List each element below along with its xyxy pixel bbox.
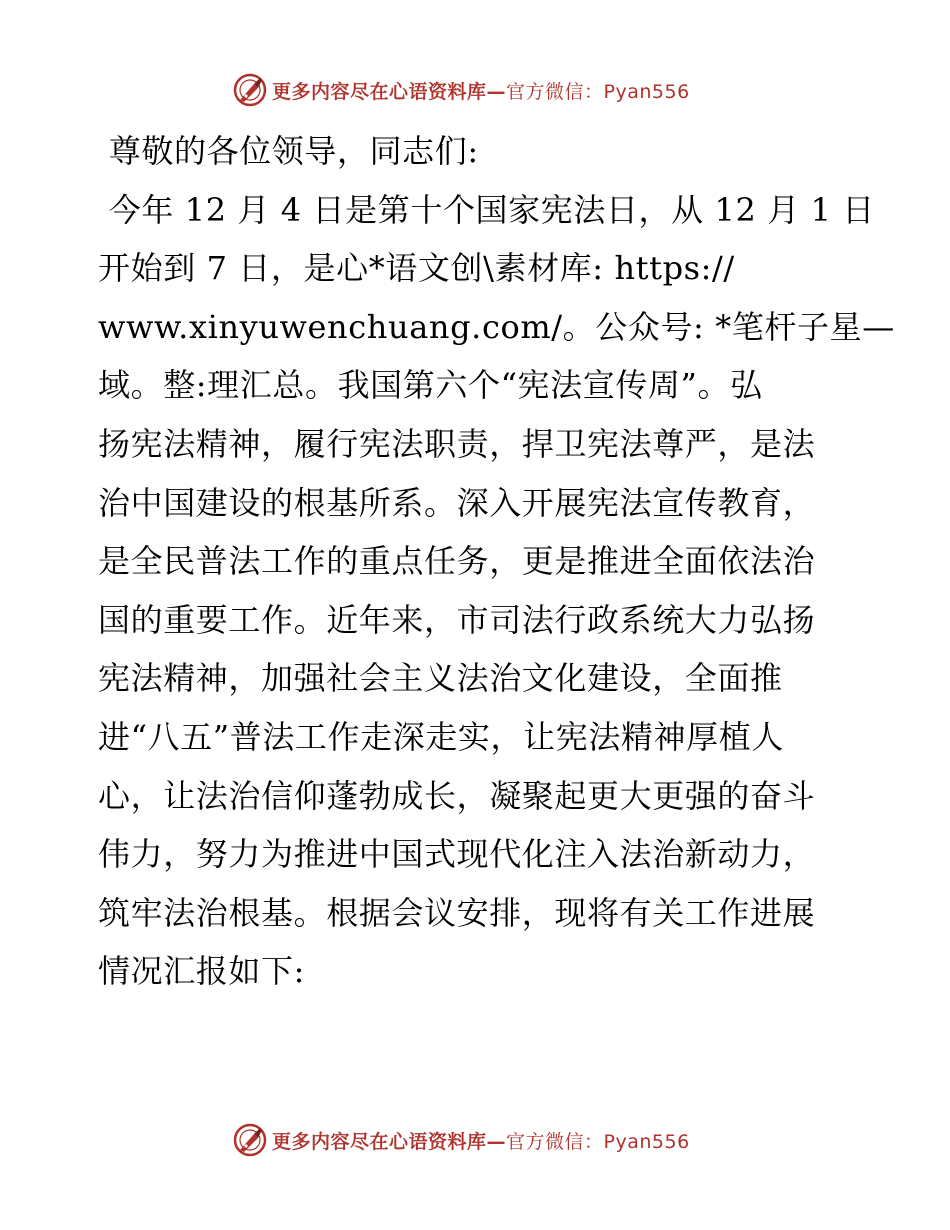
banner-wechat-text: 官方微信：Pyan556 [506, 1130, 690, 1153]
paragraph-line: 治中国建设的根基所系。深入开展宪法宣传教育， [98, 483, 816, 522]
pen-nib-logo-icon [232, 1122, 268, 1158]
paragraph-line: 是全民普法工作的重点任务，更是推进全面依法治 [98, 542, 816, 581]
paragraph-line: 筑牢法治根基。根据会议安排，现将有关工作进展 [98, 893, 816, 932]
paragraph-line: www.xinyuwenchuang.com/。公众号: *笔杆子星— [98, 307, 895, 346]
paragraph-line: 进“八五”普法工作走深走实，让宪法精神厚植人 [98, 717, 784, 756]
banner-separator: — [486, 80, 507, 103]
banner-main-text: 更多内容尽在心语资料库 [272, 80, 487, 103]
footer-watermark-banner [232, 1120, 690, 1160]
paragraph-line: 域。整:理汇总。我国第六个“宪法宣传周”。弘 [98, 366, 763, 405]
header-watermark-banner [232, 70, 690, 110]
banner-text [272, 77, 690, 104]
banner-separator: — [486, 1130, 507, 1153]
document-body [98, 122, 895, 1001]
banner-wechat-text: 官方微信：Pyan556 [506, 80, 690, 103]
paragraph-line: 扬宪法精神，履行宪法职责，捍卫宪法尊严，是法 [98, 424, 816, 463]
banner-main-text: 更多内容尽在心语资料库 [272, 1130, 487, 1153]
paragraph-line: 伟力，努力为推进中国式现代化注入法治新动力， [98, 835, 816, 874]
paragraph-line: 心，让法治信仰蓬勃成长，凝聚起更大更强的奋斗 [98, 776, 816, 815]
pen-nib-logo-icon [232, 72, 268, 108]
greeting-line: 尊敬的各位领导，同志们: [98, 132, 479, 170]
paragraph-line: 今年 12 月 4 日是第十个国家宪法日，从 12 月 1 日 [98, 190, 875, 229]
paragraph-line: 情况汇报如下: [98, 952, 305, 991]
banner-text [272, 1127, 690, 1154]
paragraph-line: 宪法精神，加强社会主义法治文化建设，全面推 [98, 659, 783, 698]
body-paragraph [98, 181, 895, 1001]
paragraph-line: 开始到 7 日，是心*语文创\素材库: https:// [98, 249, 735, 288]
paragraph-line: 国的重要工作。近年来，市司法行政系统大力弘扬 [98, 600, 816, 639]
